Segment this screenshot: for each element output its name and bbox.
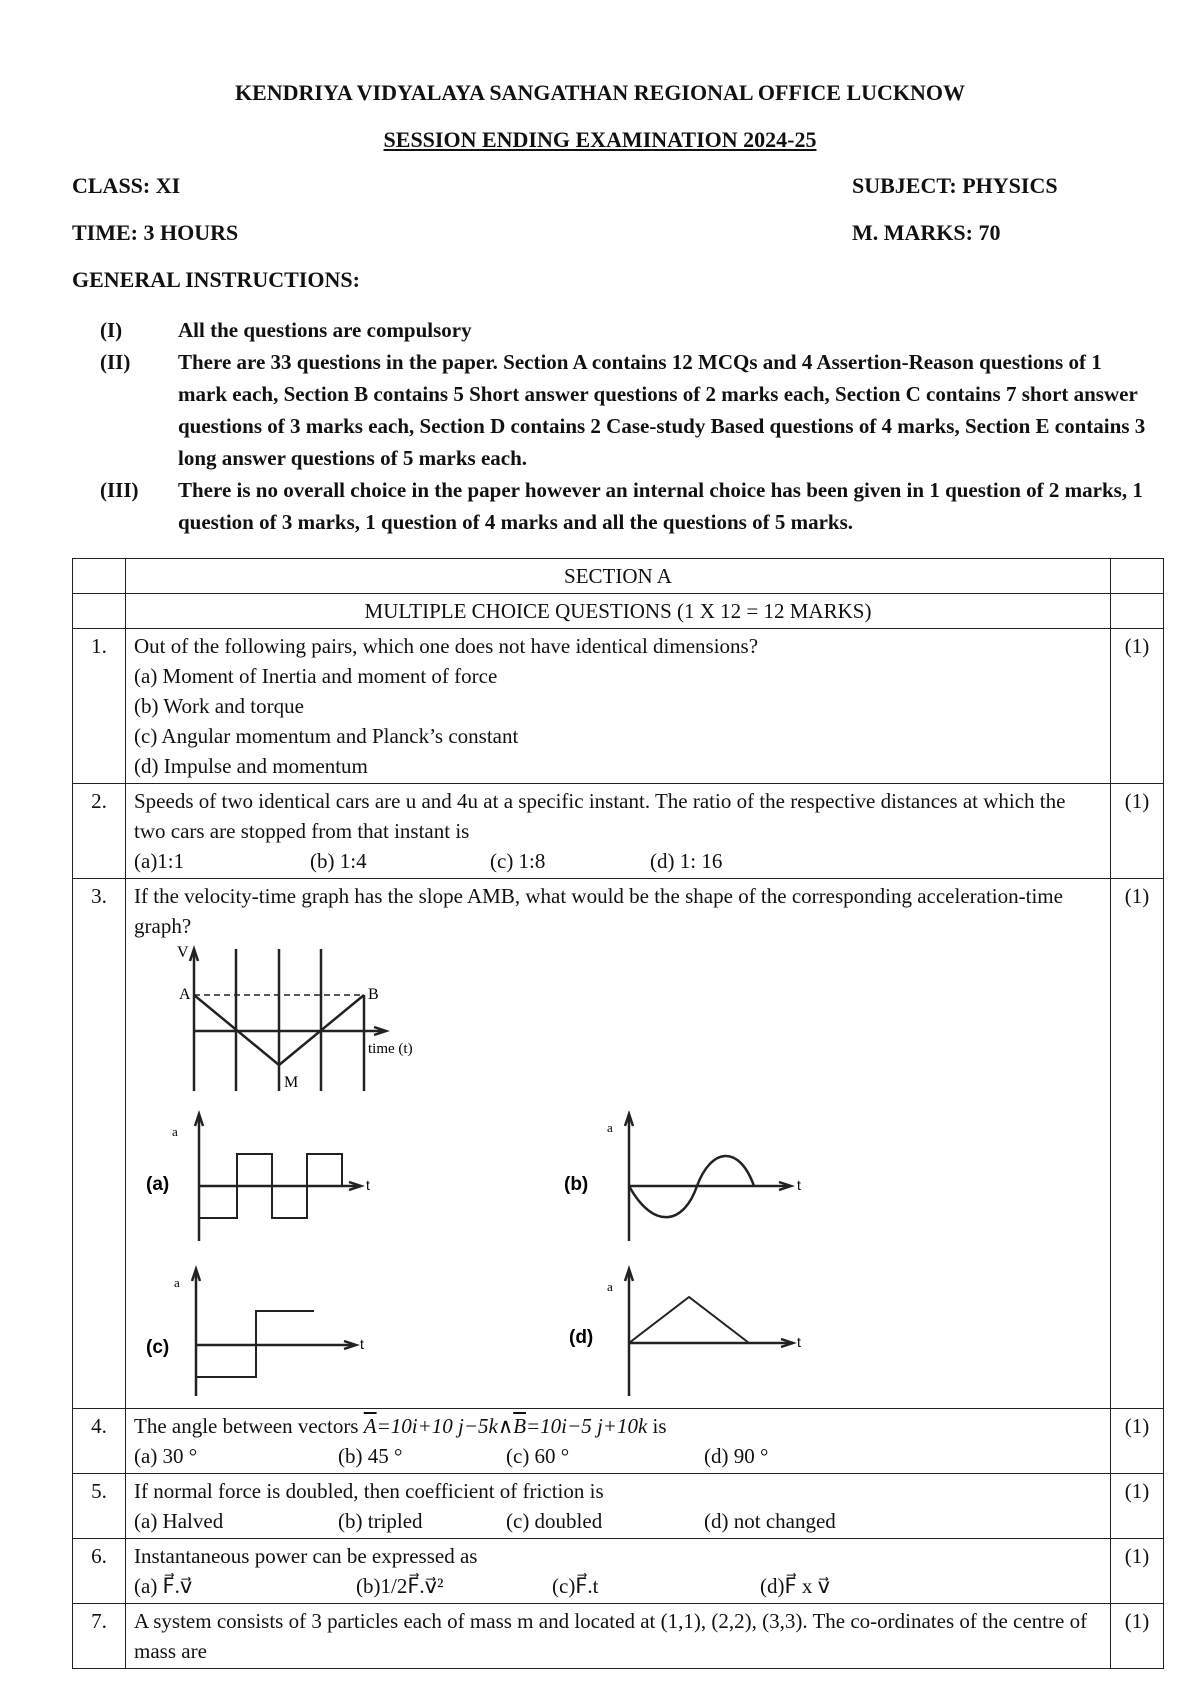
option: (a) 30 ° (134, 1444, 198, 1468)
question-number: 7. (73, 1604, 126, 1669)
class-label: CLASS: XI (72, 173, 181, 198)
instruction-number: (I) (100, 318, 123, 342)
question-body (126, 1474, 1111, 1539)
velocity-time-graph (149, 941, 449, 1101)
option: (b) 1:4 (310, 849, 367, 873)
question-text-post: is (647, 1414, 667, 1438)
question-number: 4. (73, 1409, 126, 1474)
section-title-row (73, 559, 1164, 594)
question-row (73, 1474, 1164, 1539)
t-axis-label: t (360, 1336, 364, 1352)
instruction-number: (III) (100, 478, 139, 502)
instruction-item (100, 346, 1150, 474)
option: (a) Halved (134, 1509, 224, 1533)
option: (c) 1:8 (490, 849, 546, 873)
options-row (134, 1571, 1102, 1601)
question-marks: (1) (1111, 629, 1164, 784)
exam-title: SESSION ENDING EXAMINATION 2024-25 (383, 127, 817, 152)
option-b-label: (b) (564, 1174, 589, 1195)
question-text: If the velocity-time graph has the slope AMB, what would be the shape of the corresponding acceleration-time graph? (134, 884, 1063, 938)
org-title: KENDRIYA VIDYALAYA SANGATHAN REGIONAL OFFICE LUCKNOW (234, 80, 966, 105)
graph-option-d (559, 1261, 819, 1401)
options-row (134, 1441, 1102, 1471)
option: (b) Work and torque (134, 694, 304, 718)
question-text: If normal force is doubled, then coefficient of friction is (134, 1479, 604, 1503)
question-marks: (1) (1111, 784, 1164, 879)
question-number: 6. (73, 1539, 126, 1604)
option: (d) Impulse and momentum (134, 754, 368, 778)
question-text: Instantaneous power can be expressed as (134, 1544, 478, 1568)
instructions-list (100, 314, 1150, 538)
graph-option-b (559, 1106, 819, 1246)
question-body (126, 629, 1111, 784)
section-subtitle: MULTIPLE CHOICE QUESTIONS (1 X 12 = 12 MARKS) (126, 594, 1111, 629)
question-text-pre: The angle between vectors (134, 1414, 364, 1438)
option: (d) 1: 16 (650, 849, 723, 873)
graph-option-a (144, 1106, 404, 1246)
v-axis-label: V (177, 944, 189, 961)
vector-a-equation: =10i+10 j−5k∧ (376, 1414, 514, 1438)
section-subtitle-row (73, 594, 1164, 629)
question-row (73, 879, 1164, 1409)
t-axis-label: t (797, 1334, 801, 1350)
point-m-label: M (284, 1074, 299, 1091)
instruction-text: There are 33 questions in the paper. Section A contains 12 MCQs and 4 Assertion-Reason questions of 1 mark each, Section B contains 5 Short answer questions of 2 marks each, Section C contains 7 short answer questions of 3 marks each, Section D contains 2 Case-study Based questions of 4 marks, Section E contains 3 long answer questions of 5 marks each. (178, 350, 1146, 470)
question-row (73, 1409, 1164, 1474)
a-axis-label: a (174, 1275, 180, 1290)
instruction-item (100, 474, 1150, 538)
question-row (73, 1539, 1164, 1604)
t-axis-label: t (366, 1177, 370, 1193)
question-figure (134, 941, 1102, 1406)
question-body (126, 1604, 1111, 1669)
marks-label: M. MARKS: 70 (852, 220, 1001, 245)
point-b-label: B (368, 986, 379, 1003)
options-row (134, 1506, 1102, 1536)
option-d-label: (d) (569, 1327, 594, 1348)
questions-table (72, 558, 1164, 1669)
question-number: 1. (73, 629, 126, 784)
a-axis-label: a (607, 1120, 613, 1135)
vector-a: $\overline{A}$ (363, 1414, 377, 1438)
option: (c) Angular momentum and Planck’s constant (134, 724, 519, 748)
option: (c)F⃗.t (552, 1574, 599, 1598)
question-row (73, 629, 1164, 784)
option: (c) doubled (506, 1509, 603, 1533)
option-a-label: (a) (146, 1174, 170, 1195)
question-number: 2. (73, 784, 126, 879)
question-row (73, 784, 1164, 879)
t-axis-label: t (797, 1177, 801, 1193)
option: (b) tripled (338, 1509, 423, 1533)
question-body (126, 784, 1111, 879)
graph-option-c (144, 1261, 404, 1401)
question-text: Out of the following pairs, which one does not have identical dimensions? (134, 634, 759, 658)
a-axis-label: a (172, 1124, 178, 1139)
instructions-title: GENERAL INSTRUCTIONS: (72, 267, 360, 292)
question-marks: (1) (1111, 879, 1164, 1409)
question-body (126, 879, 1111, 1409)
option: (b) 45 ° (338, 1444, 403, 1468)
question-marks: (1) (1111, 1474, 1164, 1539)
vector-b: $\overline{B}$ (513, 1414, 527, 1438)
point-a-label: A (179, 986, 191, 1003)
instruction-text: There is no overall choice in the paper however an internal choice has been given in 1 question of 2 marks, 1 question of 3 marks, 1 question of 4 marks and all the questions of 5 marks. (178, 478, 1143, 534)
option: (a)1:1 (134, 849, 185, 873)
option: (a) Moment of Inertia and moment of force (134, 664, 498, 688)
question-text: A system consists of 3 particles each of mass m and located at (1,1), (2,2), (3,3). The co-ordinates of the centre of mass are (134, 1609, 1088, 1663)
option: (d) not changed (704, 1509, 836, 1533)
question-number: 5. (73, 1474, 126, 1539)
option: (a) F⃗.v⃗ (134, 1574, 193, 1598)
question-marks: (1) (1111, 1539, 1164, 1604)
instruction-item (100, 314, 1150, 346)
question-body (126, 1409, 1111, 1474)
option: (d)F⃗ x v⃗ (760, 1574, 830, 1598)
question-marks: (1) (1111, 1409, 1164, 1474)
instruction-number: (II) (100, 350, 131, 374)
question-marks: (1) (1111, 1604, 1164, 1669)
time-label: TIME: 3 HOURS (72, 220, 239, 245)
vector-b-equation: =10i−5 j+10k (526, 1414, 648, 1438)
question-number: 3. (73, 879, 126, 1409)
options-row (134, 846, 1102, 876)
instruction-text: All the questions are compulsory (178, 318, 472, 342)
option-c-label: (c) (146, 1337, 170, 1358)
a-axis-label: a (607, 1279, 613, 1294)
option: (d) 90 ° (704, 1444, 769, 1468)
question-body (126, 1539, 1111, 1604)
question-text: Speeds of two identical cars are u and 4u at a specific instant. The ratio of the respective distances at which the two cars are stopped from that instant is (134, 789, 1066, 843)
time-axis-label: time (t) (368, 1041, 413, 1057)
question-row (73, 1604, 1164, 1669)
section-title: SECTION A (126, 559, 1111, 594)
option: (b)1/2F⃗.v⃗² (356, 1574, 444, 1598)
subject-label: SUBJECT: PHYSICS (852, 173, 1058, 198)
option: (c) 60 ° (506, 1444, 570, 1468)
question-text (134, 1411, 1102, 1441)
